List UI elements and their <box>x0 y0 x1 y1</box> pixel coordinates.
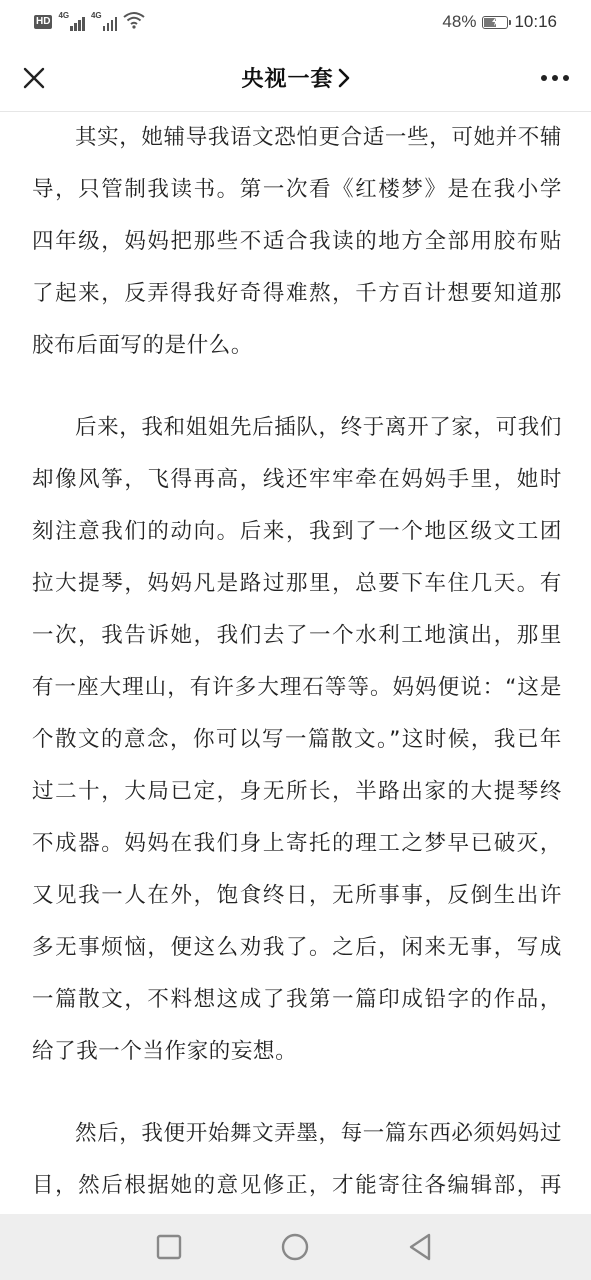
article-paragraph: 其实，她辅导我语文恐怕更合适一些，可她并不辅导，只管制我读书。第一次看《红楼梦》是在我小学四年级，妈妈把那些不适合我读的地方全部用胶布贴了起来，反弄得我好奇得难熬，千方百计想要知道那胶布后面写的是什么。 <box>32 125 562 358</box>
article-body[interactable] <box>32 112 562 1214</box>
title-link[interactable] <box>241 62 349 93</box>
article-paragraph: 然后，我便开始舞文弄墨，每一篇东西必须妈妈过目，然后根据她的意见修正，才能寄往各编辑部，再 <box>32 1121 562 1198</box>
home-icon <box>281 1233 309 1261</box>
sim1-network-label: 4G <box>58 11 70 20</box>
close-button[interactable] <box>14 58 54 98</box>
sim2-network-label: 4G <box>90 11 102 20</box>
status-bar <box>0 0 591 44</box>
signal-icon <box>91 13 118 31</box>
more-icon <box>540 74 570 82</box>
status-left <box>34 11 145 34</box>
signal-icon <box>58 13 85 31</box>
article-paragraph: 后来，我和姐姐先后插队，终于离开了家，可我们却像风筝，飞得再高，线还牢牢牵在妈妈手里，她时刻注意我们的动向。后来，我到了一个地区级文工团拉大提琴，妈妈凡是路过那里，总要下车住几天。有一次，我告诉她，我们去了一个水利工地演出，那里有一座大理山，有许多大理石等等。妈妈便说：“这是个散文的意念，你可以写一篇散文。”这时候，我已年过二十，大局已定，身无所长，半路出家的大提琴终不成器。妈妈在我们身上寄托的理工之梦早已破灭，又见我一人在外，饱食终日，无所事事，反倒生出许多无事烦恼，便这么劝我了。之后，闲来无事，写成一篇散文，不料想这成了我第一篇印成铅字的作品，给了我一个当作家的妄想。 <box>32 415 562 1064</box>
hd-icon: HD <box>36 16 51 27</box>
page-title: 央视一套 <box>241 67 334 92</box>
back-button[interactable] <box>400 1227 440 1267</box>
title-bar <box>0 44 591 112</box>
home-button[interactable] <box>275 1227 315 1267</box>
close-icon <box>23 67 45 89</box>
battery-percent: 48% <box>442 12 477 31</box>
clock: 10:16 <box>514 12 557 31</box>
back-icon <box>407 1233 433 1261</box>
battery-icon <box>482 16 508 29</box>
status-right <box>442 12 557 32</box>
recents-button[interactable] <box>149 1227 189 1267</box>
wifi-icon <box>123 11 145 34</box>
recents-icon <box>156 1234 182 1260</box>
more-button[interactable] <box>533 58 577 98</box>
chevron-right-icon <box>338 68 350 88</box>
navigation-bar <box>0 1214 591 1280</box>
